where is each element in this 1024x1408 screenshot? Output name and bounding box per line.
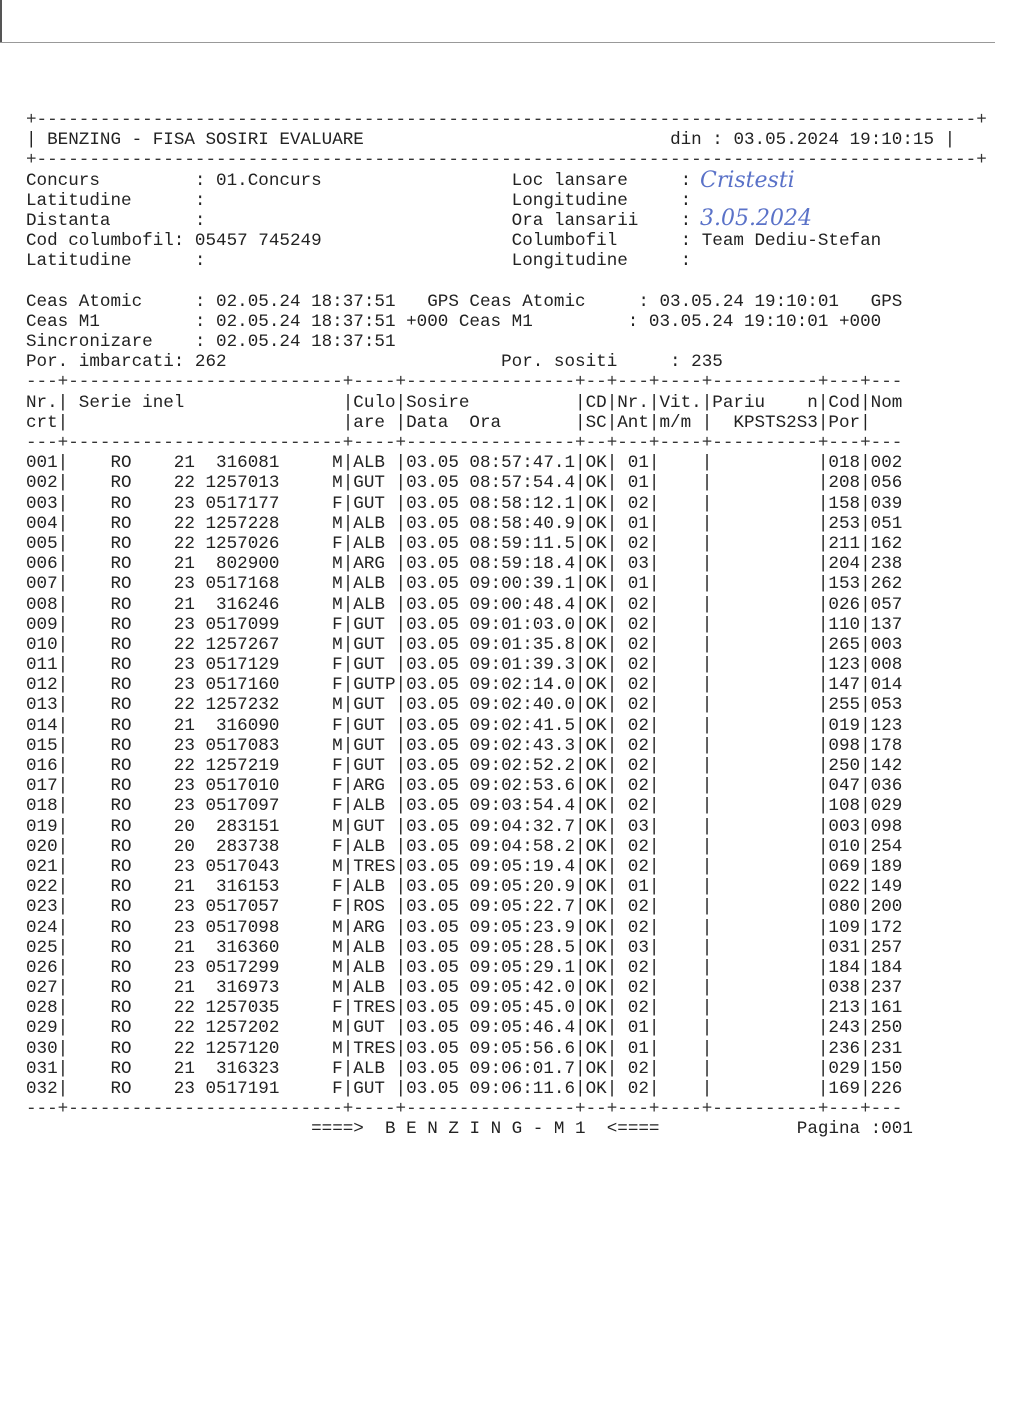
table-row: 026| RO 23 0517299 M|ALB |03.05 09:05:29.1|OK| 02| | |184|184: [26, 957, 903, 978]
clock-block: [26, 292, 956, 373]
table-row: 032| RO 23 0517191 F|GUT |03.05 09:06:11.6|OK| 02| | |169|226: [26, 1079, 903, 1099]
table-row: 028| RO 22 1257035 F|TRES|03.05 09:05:45.0|OK| 02| | |213|161: [26, 998, 903, 1019]
table-row: 010| RO 22 1257267 M|GUT |03.05 09:01:35.8|OK| 02| | |265|003: [26, 634, 903, 655]
arrivals-table: [26, 453, 956, 1099]
table-row: 030| RO 22 1257120 M|TRES|03.05 09:05:56.6|OK| 01| | |236|231: [26, 1038, 903, 1059]
scan-edge-line: [0, 42, 995, 43]
page-label: Pagina: [796, 1119, 861, 1140]
info-row: Latitudine : Longitudine :: [26, 190, 702, 211]
report-date-label: din: [670, 130, 702, 151]
table-row: 015| RO 23 0517083 M|GUT |03.05 09:02:43.3|OK| 02| | |098|178: [26, 735, 903, 756]
header-line-2: crt| |are |Data Ora |SC|Ant|m/m | KPSTS2S3|Por|: [26, 412, 871, 433]
table-row: 009| RO 23 0517099 F|GUT |03.05 09:01:03.0|OK| 02| | |110|137: [26, 614, 903, 635]
table-row: 014| RO 21 316090 F|GUT |03.05 09:02:41.5|OK| 02| | |019|123: [26, 715, 903, 736]
table-row: 011| RO 23 0517129 F|GUT |03.05 09:01:39.3|OK| 02| | |123|008: [26, 655, 903, 676]
table-row: 021| RO 23 0517043 M|TRES|03.05 09:05:19.4|OK| 02| | |069|189: [26, 856, 903, 877]
table-row: 002| RO 22 1257013 M|GUT |03.05 08:57:54.4|OK| 01| | |208|056: [26, 473, 903, 494]
report-title-row: | BENZING - FISA SOSIRI EVALUARE din : 03.05.2024 19:10:15 |: [26, 130, 956, 151]
border-top: +-----------------------------------------------------------------------------------------+: [26, 110, 987, 130]
footer-banner: ====> B E N Z I N G - M 1 <====: [311, 1119, 660, 1140]
table-row: 020| RO 20 283738 F|ALB |03.05 09:04:58.2|OK| 02| | |010|254: [26, 836, 903, 857]
clock-row: Ceas M1 : 02.05.24 18:37:51 +000 Ceas M1 : 03.05.24 19:10:01 +000: [26, 311, 882, 332]
info-block: [26, 171, 956, 272]
table-row: 016| RO 22 1257219 F|GUT |03.05 09:02:52.2|OK| 02| | |250|142: [26, 756, 903, 776]
table-row: 019| RO 20 283151 M|GUT |03.05 09:04:32.7|OK| 03| | |003|098: [26, 816, 903, 837]
handwritten-release-date: 3.05.2024: [700, 206, 812, 231]
table-row: 018| RO 23 0517097 F|ALB |03.05 09:03:54.4|OK| 02| | |108|029: [26, 796, 903, 817]
table-rule-mid: ---+--------------------------+----+----------------+--+---+----+----------+---+---: [26, 433, 903, 453]
page-number: 001: [881, 1119, 913, 1140]
table-row: 003| RO 23 0517177 F|GUT |03.05 08:58:12.1|OK| 02| | |158|039: [26, 493, 903, 514]
info-row: Distanta : Ora lansarii :: [26, 210, 702, 231]
table-row: 005| RO 22 1257026 F|ALB |03.05 08:59:11.5|OK| 02| | |211|162: [26, 533, 903, 554]
table-row: 013| RO 22 1257232 M|GUT |03.05 09:02:40.0|OK| 02| | |255|053: [26, 695, 903, 716]
table-row: 024| RO 23 0517098 M|ARG |03.05 09:05:23.9|OK| 02| | |109|172: [26, 917, 903, 938]
handwritten-release-place: Cristesti: [700, 168, 795, 193]
table-row: 007| RO 23 0517168 M|ALB |03.05 09:00:39.1|OK| 01| | |153|262: [26, 574, 903, 595]
table-row: 012| RO 23 0517160 F|GUTP|03.05 09:02:14.0|OK| 02| | |147|014: [26, 675, 903, 696]
pigeon-counts-row: Por. imbarcati: 262 Por. sositi : 235: [26, 352, 723, 373]
table-row: 027| RO 21 316973 M|ALB |03.05 09:05:42.0|OK| 02| | |038|237: [26, 978, 903, 999]
border-bottom: +-----------------------------------------------------------------------------------------+: [26, 150, 987, 171]
table-row: 025| RO 21 316360 M|ALB |03.05 09:05:28.5|OK| 03| | |031|257: [26, 937, 903, 958]
table-row: 006| RO 21 802900 M|ARG |03.05 08:59:18.4|OK| 03| | |204|238: [26, 554, 903, 575]
clock-row: Ceas Atomic : 02.05.24 18:37:51 GPS Ceas Atomic : 03.05.24 19:10:01 GPS: [26, 291, 903, 312]
table-row: 023| RO 23 0517057 F|ROS |03.05 09:05:22.7|OK| 02| | |080|200: [26, 897, 903, 918]
header-line-1: Nr.| Serie inel |Culo|Sosire |CD|Nr.|Vit.|Pariu n|Cod|Nom: [26, 392, 903, 413]
table-header: [26, 393, 956, 433]
info-row: Concurs : 01.Concurs Loc lansare :: [26, 170, 702, 191]
report-date: 03.05.2024 19:10:15: [733, 130, 935, 151]
table-row: 029| RO 22 1257202 M|GUT |03.05 09:05:46.4|OK| 01| | |243|250: [26, 1018, 903, 1039]
table-row: 008| RO 21 316246 M|ALB |03.05 09:00:48.4|OK| 02| | |026|057: [26, 594, 903, 615]
table-row: 017| RO 23 0517010 F|ARG |03.05 09:02:53.6|OK| 02| | |047|036: [26, 776, 903, 797]
table-row: 031| RO 21 316323 F|ALB |03.05 09:06:01.7|OK| 02| | |029|150: [26, 1058, 903, 1079]
scan-edge-mark: [0, 0, 2, 42]
footer-row: ====> B E N Z I N G - M 1 <==== Pagina :001: [311, 1119, 913, 1140]
arrival-report: [26, 110, 987, 1140]
report-title: BENZING - FISA SOSIRI EVALUARE: [47, 130, 364, 151]
table-row: 022| RO 21 316153 F|ALB |03.05 09:05:20.9|OK| 01| | |022|149: [26, 877, 903, 898]
info-row: Cod columbofil: 05457 745249 Columbofil : Team Dediu-Stefan: [26, 231, 882, 252]
table-rule-top: ---+--------------------------+----+----------------+--+---+----+----------+---+---: [26, 372, 903, 393]
clock-row: Sincronizare : 02.05.24 18:37:51: [26, 332, 396, 353]
info-row: Latitudine : Longitudine :: [26, 251, 702, 272]
table-row: 004| RO 22 1257228 M|ALB |03.05 08:58:40.9|OK| 01| | |253|051: [26, 513, 903, 534]
table-rule-bottom: ---+--------------------------+----+----------------+--+---+----+----------+---+---: [26, 1099, 903, 1120]
table-row: 001| RO 21 316081 M|ALB |03.05 08:57:47.1|OK| 01| | |018|002: [26, 453, 903, 474]
